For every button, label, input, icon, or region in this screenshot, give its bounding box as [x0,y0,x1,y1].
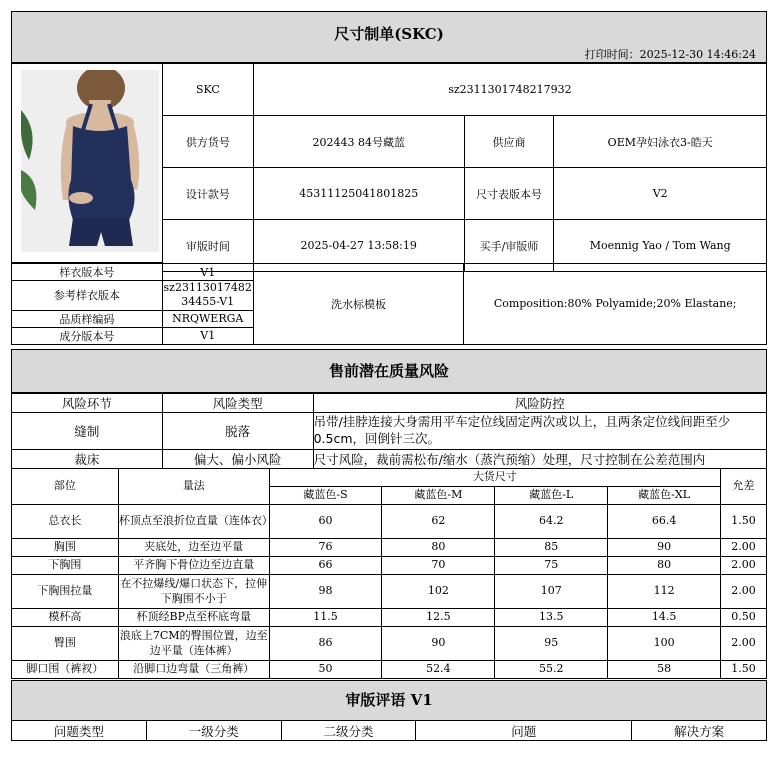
size-value: 98 [269,575,382,609]
size-value: 50 [269,661,382,679]
size-value: 66.4 [608,505,721,539]
size-tolerance: 2.00 [721,557,767,575]
size-value: 14.5 [608,609,721,627]
table-row [12,627,767,661]
sample-version-value: V1 [162,264,253,281]
sample-version-label: 样衣版本号 [12,264,163,281]
size-value: 13.5 [495,609,608,627]
risk-header-stage: 风险环节 [12,394,163,413]
product-info-table [162,63,767,272]
size-method: 平齐胸下骨位边至边直量 [118,557,269,575]
size-value: 58 [608,661,721,679]
table-row [12,661,767,679]
size-value: 95 [495,627,608,661]
risk-table [11,393,767,469]
review-header-level1: 一级分类 [146,721,281,741]
size-tolerance: 1.50 [721,661,767,679]
risk-header-type: 风险类型 [162,394,313,413]
size-value: 112 [608,575,721,609]
skc-value: sz2311301748217932 [253,64,766,116]
size-value: 60 [269,505,382,539]
size-value: 62 [382,505,495,539]
maternity-swimsuit-image [21,70,159,252]
product-photo [21,70,159,252]
risk-header-control: 风险防控 [313,394,766,413]
supplier-no-value: 202443 84号藏蓝 [253,116,464,168]
size-part: 下胸围 [12,557,119,575]
size-tolerance: 2.00 [721,539,767,557]
review-header-issue: 问题 [416,721,632,741]
size-value: 100 [608,627,721,661]
quality-code-label: 品质样编码 [12,310,163,327]
size-tolerance: 1.50 [721,505,767,539]
supplier-no-label: 供方货号 [163,116,254,168]
size-method: 杯顶点至浪折位直量（连体衣） [118,505,269,539]
size-value: 11.5 [269,609,382,627]
composition-value: Composition:80% Polyamide;20% Elastane; [464,264,767,345]
size-value: 12.5 [382,609,495,627]
supplier-label: 供应商 [464,116,554,168]
size-method: 浪底上7CM的臀围位置，边至边平量（连体裤） [118,627,269,661]
size-tolerance: 2.00 [721,627,767,661]
size-header-part: 部位 [12,469,119,505]
size-value: 76 [269,539,382,557]
size-header-l: 藏蓝色-L [495,487,608,505]
table-row [12,539,767,557]
risk-row-type: 偏大、偏小风险 [162,450,313,469]
supplier-value: OEM孕妇泳衣3-皓天 [554,116,767,168]
ref-sample-value: sz2311301748234455-V1 [163,281,252,309]
size-value: 107 [495,575,608,609]
table-row [12,505,767,539]
size-header-bulk: 大货尺寸 [269,469,720,487]
print-time: 打印时间：2025-12-30 14:46:24 [584,48,756,61]
risk-row-control: 吊带/挂脖连接大身需用平车定位线固定两次或以上，且两条定位线间距至少0.5cm，回倒针三次。 [313,413,766,450]
table-row [12,575,767,609]
wash-label-template: 洗水标模板 [253,264,464,345]
composition-version-value: V1 [162,327,253,344]
size-header-method: 量法 [118,469,269,505]
design-no-value: 45311125041801825 [253,168,464,220]
size-value: 85 [495,539,608,557]
review-section-title: 审版评语 V1 [11,680,767,721]
size-part: 模杯高 [12,609,119,627]
size-version-label: 尺寸表版本号 [464,168,554,220]
size-value: 70 [382,557,495,575]
size-part: 总衣长 [12,505,119,539]
size-part: 脚口围（裤衩） [12,661,119,679]
size-tolerance: 2.00 [721,575,767,609]
review-header-solution: 解决方案 [632,721,767,741]
size-value: 86 [269,627,382,661]
size-header-tolerance: 允差 [721,469,767,505]
buyer-label: 买手/审版师 [464,220,554,272]
buyer-value: Moennig Yao / Tom Wang [554,220,767,272]
size-method: 沿脚口边弯量（三角裤） [118,661,269,679]
size-part: 胸围 [12,539,119,557]
size-value: 90 [608,539,721,557]
size-method: 夹底处，边至边平量 [118,539,269,557]
review-time-label: 审版时间 [163,220,254,272]
size-table [11,468,767,679]
size-value: 64.2 [495,505,608,539]
size-value: 75 [495,557,608,575]
page-title: 尺寸制单(SKC) [334,25,444,43]
size-method: 在不拉爆线/爆口状态下，拉伸下胸围不小于 [118,575,269,609]
size-value: 66 [269,557,382,575]
risk-section-title: 售前潜在质量风险 [11,349,767,393]
size-part: 下胸围拉量 [12,575,119,609]
table-row [12,609,767,627]
size-value: 80 [608,557,721,575]
ref-sample-label: 参考样衣版本 [12,281,163,311]
size-value: 55.2 [495,661,608,679]
size-value: 102 [382,575,495,609]
review-table [11,720,767,741]
risk-row-type: 脱落 [162,413,313,450]
design-no-label: 设计款号 [163,168,254,220]
sample-info-table [11,263,767,345]
size-header-m: 藏蓝色-M [382,487,495,505]
product-image-cell [11,63,163,263]
quality-code-value: NRQWERGA [162,310,253,327]
size-value: 90 [382,627,495,661]
size-header-s: 藏蓝色-S [269,487,382,505]
size-part: 臀围 [12,627,119,661]
size-header-xl: 藏蓝色-XL [608,487,721,505]
review-header-issue-type: 问题类型 [12,721,147,741]
composition-version-label: 成分版本号 [12,327,163,344]
size-tolerance: 0.50 [721,609,767,627]
risk-row-stage: 裁床 [12,450,163,469]
size-version-value: V2 [554,168,767,220]
risk-row-control: 尺寸风险，裁前需松布/缩水（蒸汽预缩）处理，尺寸控制在公差范围内 [313,450,766,469]
size-value: 80 [382,539,495,557]
skc-label: SKC [163,64,254,116]
risk-row-stage: 缝制 [12,413,163,450]
review-header-level2: 二级分类 [281,721,416,741]
size-method: 杯顶经BP点至杯底弯量 [118,609,269,627]
size-value: 52.4 [382,661,495,679]
review-time-value: 2025-04-27 13:58:19 [253,220,464,272]
table-row [12,557,767,575]
page-header [11,11,767,63]
